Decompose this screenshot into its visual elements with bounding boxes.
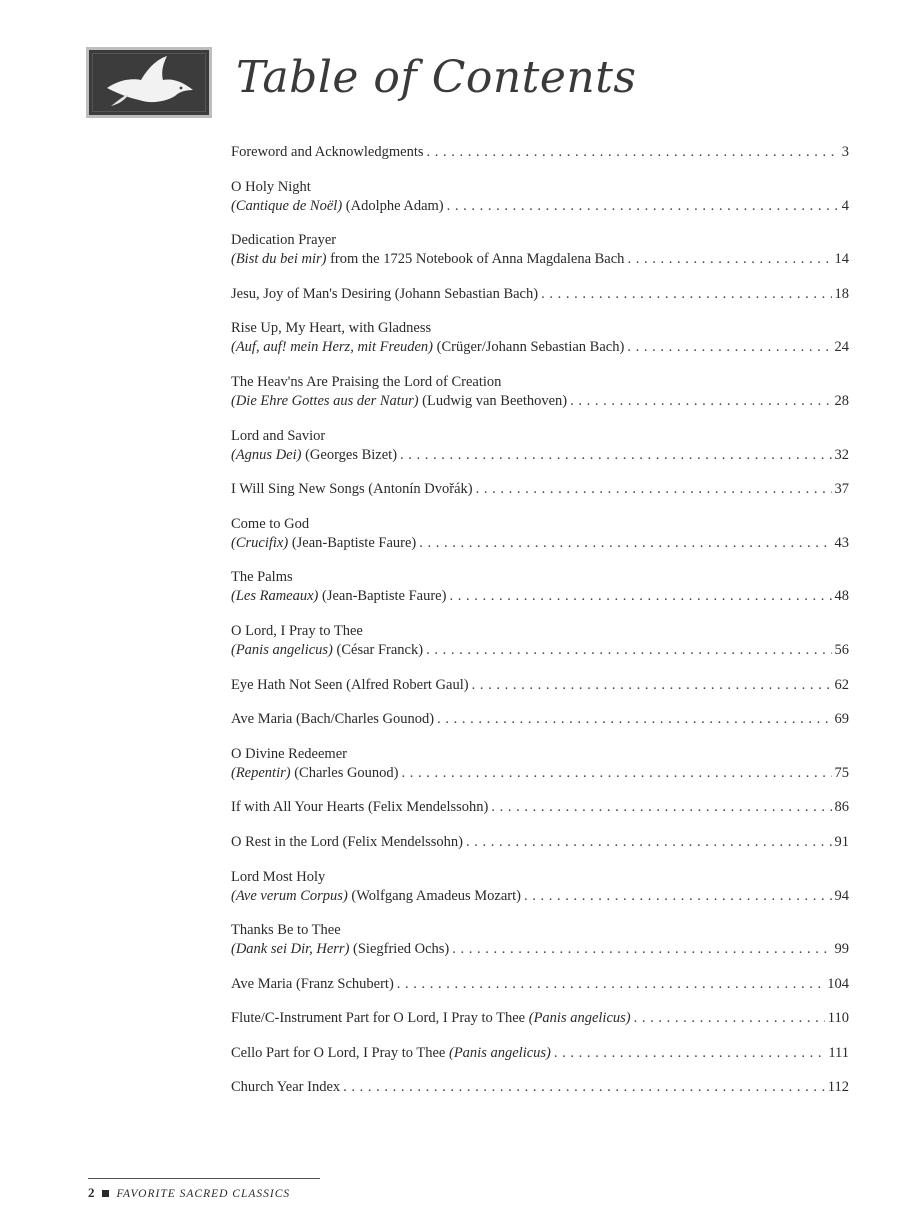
dot-leader <box>400 446 831 465</box>
toc-entry <box>231 373 849 411</box>
toc-entry-page-number: 28 <box>834 392 849 409</box>
toc-entry-text-part: If with All Your Hearts (Felix Mendelssohn) <box>231 799 489 816</box>
toc-entry-text-part: (Panis angelicus) <box>231 641 333 658</box>
toc-entry-page-number: 4 <box>841 197 849 214</box>
toc-entry <box>231 231 849 269</box>
toc-entry-page-number: 24 <box>834 339 849 356</box>
toc-entry-line <box>231 1078 849 1097</box>
dot-leader <box>449 587 831 606</box>
toc-entry-title: The Heav'ns Are Praising the Lord of Creation <box>231 373 502 390</box>
toc-entry-text-part: (Bist du bei mir) <box>231 251 327 268</box>
toc-entry-text-part: (Crüger/Johann Sebastian Bach) <box>433 339 625 356</box>
toc-entry-text <box>231 250 624 269</box>
toc-entry-title: Rise Up, My Heart, with Gladness <box>231 320 432 337</box>
dot-leader <box>402 764 832 783</box>
toc-entry-text <box>231 197 444 216</box>
toc-entry-text-part: Ave Maria (Franz Schubert) <box>231 975 394 992</box>
toc-entry <box>231 427 849 465</box>
toc-entry-text-part: (Georges Bizet) <box>301 446 398 463</box>
toc-entry-line <box>231 887 849 906</box>
dot-leader <box>419 534 831 553</box>
toc-entry-text-part: O Rest in the Lord (Felix Mendelssohn) <box>231 833 463 850</box>
toc-entry-page-number: 112 <box>827 1079 849 1096</box>
dot-leader <box>427 143 839 162</box>
toc-entry-text <box>231 975 394 994</box>
toc-entry-page-number: 69 <box>834 711 849 728</box>
toc-entry-text <box>231 764 399 783</box>
toc-entry-title: Lord Most Holy <box>231 868 326 885</box>
toc-entry-text-part: (Auf, auf! mein Herz, mit Freuden) <box>231 339 434 356</box>
toc-entry-text <box>231 480 473 499</box>
toc-entry <box>231 622 849 660</box>
toc-entry-line <box>231 1009 849 1028</box>
toc-entry-line <box>231 1044 849 1063</box>
dot-leader <box>452 940 831 959</box>
toc-entry <box>231 1044 849 1063</box>
toc-entry-title: O Holy Night <box>231 178 311 195</box>
toc-entry-text <box>231 143 424 162</box>
dove-icon <box>89 50 209 115</box>
toc-entry-line <box>231 710 849 729</box>
toc-entry-line <box>231 587 849 606</box>
toc-entry-line <box>231 285 849 304</box>
toc-entry-title: Come to God <box>231 515 310 532</box>
toc-entry-line <box>231 143 849 162</box>
toc-entry-page-number: 86 <box>834 799 849 816</box>
toc-entry-text-part: (Dank sei Dir, Herr) <box>231 941 350 958</box>
toc-entry <box>231 975 849 994</box>
toc-entry-text <box>231 887 521 906</box>
toc-entry-text <box>231 338 624 357</box>
toc-entry-text-part: (Wolfgang Amadeus Mozart) <box>347 887 521 904</box>
toc-entry-text-part: I Will Sing New Songs (Antonín Dvořák) <box>231 481 473 498</box>
toc-entry-line <box>231 764 849 783</box>
toc-entry-line <box>231 676 849 695</box>
toc-entry-line <box>231 392 849 411</box>
dot-leader <box>343 1078 825 1097</box>
toc-entry-line <box>231 250 849 269</box>
toc-entry-text-part: (Jean-Baptiste Faure) <box>318 588 447 605</box>
toc-entry <box>231 745 849 783</box>
toc-entry-text <box>231 710 434 729</box>
dove-emblem <box>86 47 212 118</box>
toc-entry-page-number: 37 <box>834 481 849 498</box>
page-number: 2 <box>88 1185 95 1200</box>
toc-entry-text-part: Foreword and Acknowledgments <box>231 144 424 160</box>
toc-entry-page-number: 14 <box>834 251 849 268</box>
dot-leader <box>437 710 831 729</box>
toc-entry-text-part: Flute/C-Instrument Part for O Lord, I Pray to Thee <box>231 1010 529 1027</box>
toc-entry-page-number: 18 <box>834 285 849 302</box>
toc-entry-text-part: Ave Maria (Bach/Charles Gounod) <box>231 711 435 728</box>
toc-entry-title: Thanks Be to Thee <box>231 922 341 939</box>
toc-entry-page-number: 94 <box>834 887 849 904</box>
toc-entry-line <box>231 833 849 852</box>
toc-entry-text-part: (Ave verum Corpus) <box>231 887 348 904</box>
toc-entry-line <box>231 975 849 994</box>
toc-entry-text <box>231 676 469 695</box>
toc-entry <box>231 1009 849 1028</box>
dot-leader <box>570 392 831 411</box>
toc-entry-text <box>231 641 423 660</box>
toc-entry-page-number: 104 <box>827 975 849 992</box>
toc-entry-page-number: 91 <box>834 833 849 850</box>
toc-entry-text <box>231 534 416 553</box>
dot-leader <box>524 887 832 906</box>
page-title: Table of Contents <box>236 52 637 103</box>
toc-entry <box>231 833 849 852</box>
toc-entry-page-number: 75 <box>834 764 849 781</box>
page-footer <box>88 1178 320 1201</box>
toc-entry-text-part: (Les Rameaux) <box>231 588 319 605</box>
toc-entry-line <box>231 940 849 959</box>
toc-entry-page-number: 48 <box>834 588 849 605</box>
toc-entry <box>231 568 849 606</box>
toc-entry <box>231 285 849 304</box>
toc-entry-text-part: (Panis angelicus) <box>449 1044 551 1061</box>
toc-entry <box>231 710 849 729</box>
toc-entry-line <box>231 534 849 553</box>
toc-entry-text-part: (Siegfried Ochs) <box>349 941 450 958</box>
toc-entry-title: O Divine Redeemer <box>231 745 347 762</box>
dot-leader <box>554 1044 825 1063</box>
toc-entry-line <box>231 480 849 499</box>
toc-entry-page-number: 111 <box>828 1044 849 1061</box>
toc-entry-text <box>231 446 397 465</box>
toc-entry-page-number: 43 <box>834 534 849 551</box>
toc-entry <box>231 319 849 357</box>
dot-leader <box>491 798 831 817</box>
toc-entry-text <box>231 1009 631 1028</box>
toc-entry-text <box>231 1044 551 1063</box>
toc-entry <box>231 178 849 216</box>
toc-entry-line <box>231 197 849 216</box>
dot-leader <box>627 338 831 357</box>
toc-entry-page-number: 56 <box>834 641 849 658</box>
toc-entry-text-part: Jesu, Joy of Man's Desiring (Johann Sebastian Bach) <box>231 285 539 302</box>
toc-entry-text-part: (César Franck) <box>332 641 424 658</box>
toc-entry-text-part: Cello Part for O Lord, I Pray to Thee <box>231 1044 449 1061</box>
toc-entry-text-part: Eye Hath Not Seen (Alfred Robert Gaul) <box>231 676 469 693</box>
toc-entry-title: O Lord, I Pray to Thee <box>231 622 363 639</box>
toc-entry-title: Lord and Savior <box>231 427 326 444</box>
toc-entry-line <box>231 641 849 660</box>
toc-entry-text <box>231 1078 340 1097</box>
toc-entry-title: Dedication Prayer <box>231 232 337 249</box>
toc-entry-text-part: (Crucifix) <box>231 534 289 551</box>
toc-entry-text-part: (Repentir) <box>231 764 291 781</box>
toc-entry <box>231 676 849 695</box>
toc-entry <box>231 480 849 499</box>
toc-entry <box>231 868 849 906</box>
toc-entry <box>231 515 849 553</box>
toc-entry-text-part: (Panis angelicus) <box>528 1010 631 1027</box>
toc-entry-text <box>231 587 446 606</box>
toc-entry-page-number: 62 <box>834 676 849 693</box>
toc-entry-line <box>231 446 849 465</box>
toc-entry-text-part: (Cantique de Noël) <box>231 197 343 214</box>
dot-leader <box>634 1009 825 1028</box>
square-bullet-icon <box>102 1190 109 1197</box>
toc-entry-text <box>231 940 449 959</box>
publication-title: FAVORITE SACRED CLASSICS <box>116 1188 291 1200</box>
dot-leader <box>627 250 831 269</box>
toc-entry-text <box>231 798 488 817</box>
dot-leader <box>476 480 832 499</box>
dot-leader <box>472 676 832 695</box>
dot-leader <box>447 197 839 216</box>
dot-leader <box>466 833 832 852</box>
dot-leader <box>426 641 831 660</box>
toc-entry <box>231 798 849 817</box>
toc-entry-text <box>231 392 567 411</box>
toc-entry-line <box>231 798 849 817</box>
toc-entry-text-part: (Charles Gounod) <box>290 764 399 781</box>
dot-leader <box>541 285 831 304</box>
toc-entry-line <box>231 338 849 357</box>
dot-leader <box>397 975 824 994</box>
toc-entry-text-part: (Agnus Dei) <box>231 446 302 463</box>
toc-entry-page-number: 110 <box>827 1010 849 1027</box>
toc-entry-page-number: 99 <box>834 941 849 958</box>
toc-entry-text-part: Church Year Index <box>231 1079 341 1096</box>
toc-entry-text-part: from the 1725 Notebook of Anna Magdalena Bach <box>326 251 625 268</box>
toc-entry <box>231 143 849 162</box>
toc-entry-text-part: (Jean-Baptiste Faure) <box>288 534 417 551</box>
toc-entry-text-part: (Adolphe Adam) <box>342 197 444 214</box>
toc-entry-text-part: (Ludwig van Beethoven) <box>418 392 568 409</box>
toc-entry <box>231 1078 849 1097</box>
toc-entry-text <box>231 833 463 852</box>
toc-entry-page-number: 32 <box>834 446 849 463</box>
toc-entry-text <box>231 285 538 304</box>
toc-entry-text-part: (Die Ehre Gottes aus der Natur) <box>231 392 419 409</box>
toc-entry-title: The Palms <box>231 569 293 586</box>
table-of-contents <box>231 143 849 1113</box>
toc-entry-page-number: 3 <box>841 144 849 160</box>
toc-entry <box>231 921 849 959</box>
